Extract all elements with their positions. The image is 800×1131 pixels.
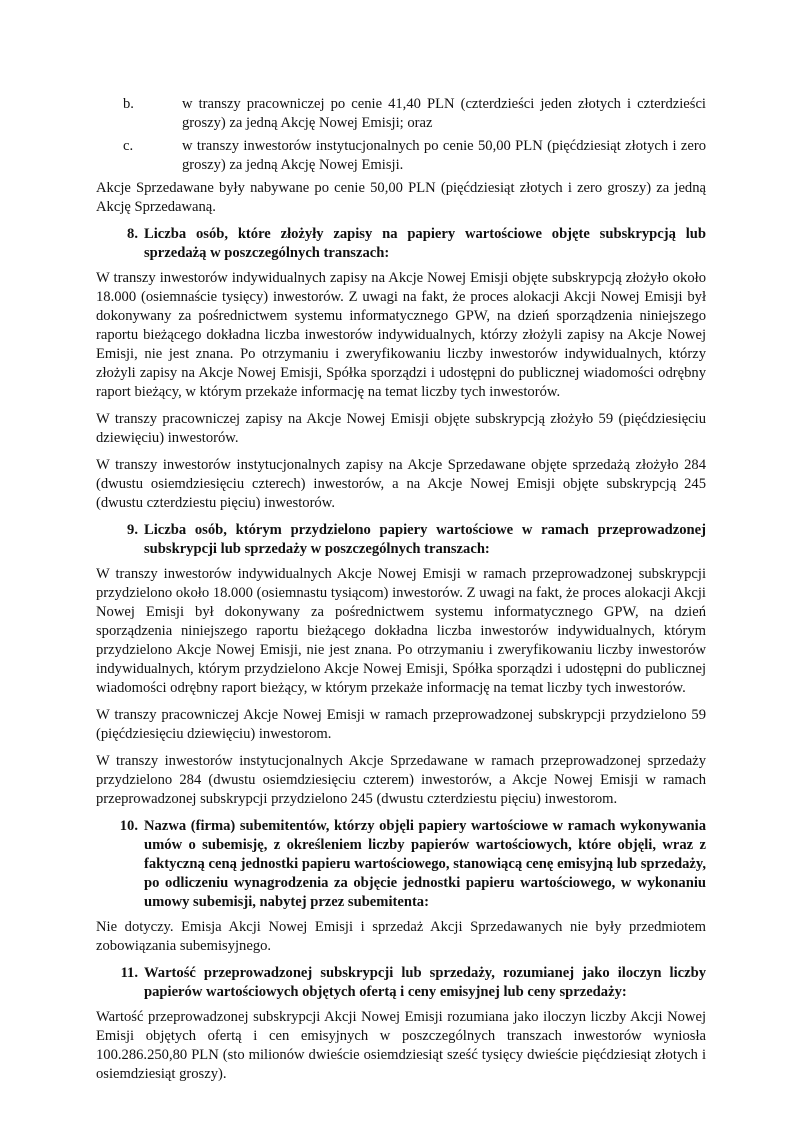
section-number: 8. (127, 226, 138, 242)
paragraph: W transzy inwestorów instytucjonalnych zapisy na Akcje Sprzedawane objęte sprzedażą złożyło 284 (dwustu osiemdziesięciu czterech) inwestorów, a na Akcje Nowej Emisji objęte subskrypcją 245 (dwustu czterdziestu pięciu) inwestorów. (96, 457, 706, 511)
paragraph: W transzy inwestorów instytucjonalnych Akcje Sprzedawane w ramach przeprowadzonej sprzedaży przydzielono 284 (dwustu osiemdziesięciu czterem) inwestorów, a Akcje Nowej Emisji w ramach przeprowadzonej subskrypcji przydzielono 245 (dwustu czterdziestu pięciu) inwestorom. (96, 753, 706, 807)
paragraph: W transzy pracowniczej zapisy na Akcje Nowej Emisji objęte subskrypcją złożyło 59 (pięćdziesięciu dziewięciu) inwestorów. (96, 411, 706, 446)
paragraph: W transzy inwestorów indywidualnych zapisy na Akcje Nowej Emisji objęte subskrypcją złożyło około 18.000 (osiemnaście tysięcy) inwestorów. Z uwagi na fakt, że proces alokacji Akcji Nowej Emisji był dokonywany za pośrednictwem systemu informatycznego GPW, na dzień sporządzenia niniejszego raportu bieżącego dokładna liczba inwestorów indywidualnych, którzy złożyli zapisy na Akcje Nowej Emisji, nie jest znana. Po otrzymaniu i zweryfikowaniu liczby inwestorów indywidualnych, którzy złożyli zapisy na Akcje Nowej Emisji, Spółka sporządzi i udostępni do publicznej wiadomości odrębny raport bieżący, w którym przekaże informację na temat liczby tych inwestorów. (96, 270, 706, 400)
section-title: Liczba osób, które złożyły zapisy na papiery wartościowe objęte subskrypcją lub sprzedażą w poszczególnych transzach: (144, 226, 706, 261)
list-marker: b. (123, 96, 134, 112)
section-heading-8 (96, 225, 706, 263)
paragraph: W transzy inwestorów indywidualnych Akcje Nowej Emisji w ramach przeprowadzonej subskrypcji przydzielono około 18.000 (osiemnastu tysiącom) inwestorów. Z uwagi na fakt, że proces alokacji Akcji Nowej Emisji był dokonywany za pośrednictwem systemu informatycznego GPW, na dzień sporządzenia niniejszego raportu bieżącego dokładna liczba inwestorów indywidualnych, którym przydzielono Akcje Nowej Emisji, nie jest znana. Po otrzymaniu i zweryfikowaniu liczby inwestorów indywidualnych, którym przydzielono Akcje Nowej Emisji, Spółka sporządzi i udostępni do publicznej wiadomości odrębny raport bieżący, w którym przekaże informację na temat liczby tych inwestorów. (96, 566, 706, 696)
section-number: 11. (120, 965, 138, 981)
section-heading-11 (96, 964, 706, 1002)
section-title: Wartość przeprowadzonej subskrypcji lub sprzedaży, rozumianej jako iloczyn liczby papierów wartościowych objętych ofertą i ceny emisyjnej lub ceny sprzedaży: (144, 965, 706, 1000)
section-heading-9 (96, 521, 706, 559)
section-number: 10. (119, 818, 138, 834)
paragraph: Nie dotyczy. Emisja Akcji Nowej Emisji i sprzedaż Akcji Sprzedawanych nie były przedmiotem zobowiązania subemisyjnego. (96, 919, 706, 954)
paragraph-sale-price: Akcje Sprzedawane były nabywane po cenie 50,00 PLN (pięćdziesiąt złotych i zero groszy) za jedną Akcję Sprzedawaną. (96, 180, 706, 215)
section-number: 9. (127, 522, 138, 538)
list-item-text: w transzy pracowniczej po cenie 41,40 PLN (czterdzieści jeden złotych i czterdzieści groszy) za jedną Akcję Nowej Emisji; oraz (182, 96, 706, 131)
paragraph: Wartość przeprowadzonej subskrypcji Akcji Nowej Emisji rozumiana jako iloczyn liczby Akcji Nowej Emisji objętych ofertą i cen emisyjnych w poszczególnych transzach inwestorów wyniosła 100.286.250,80 PLN (sto milionów dwieście osiemdziesiąt sześć tysięcy dwieście pięćdziesiąt złotych i osiemdziesiąt groszy). (96, 1009, 706, 1082)
list-marker: c. (123, 138, 134, 154)
paragraph: W transzy pracowniczej Akcje Nowej Emisji w ramach przeprowadzonej subskrypcji przydzielono 59 (pięćdziesięciu dziewięciu) inwestorom. (96, 707, 706, 742)
section-heading-10 (96, 817, 706, 912)
list-item-b (96, 95, 706, 133)
section-title: Nazwa (firma) subemitentów, którzy objęli papiery wartościowe w ramach wykonywania umów o subemisję, z określeniem liczby papierów wartościowych, które objęli, wraz z faktyczną ceną jednostki papieru wartościowego, stanowiącą cenę emisyjną lub sprzedaży, po odliczeniu wynagrodzenia za objęcie jednostki papieru wartościowego, w wykonaniu umowy subemisji, nabytej przez subemitenta: (144, 818, 706, 910)
list-item-c (96, 137, 706, 175)
list-item-text: w transzy inwestorów instytucjonalnych po cenie 50,00 PLN (pięćdziesiąt złotych i zero groszy) za jedną Akcję Nowej Emisji. (182, 138, 706, 173)
document-page (96, 95, 706, 1092)
section-title: Liczba osób, którym przydzielono papiery wartościowe w ramach przeprowadzonej subskrypcji lub sprzedaży w poszczególnych transzach: (144, 522, 706, 557)
